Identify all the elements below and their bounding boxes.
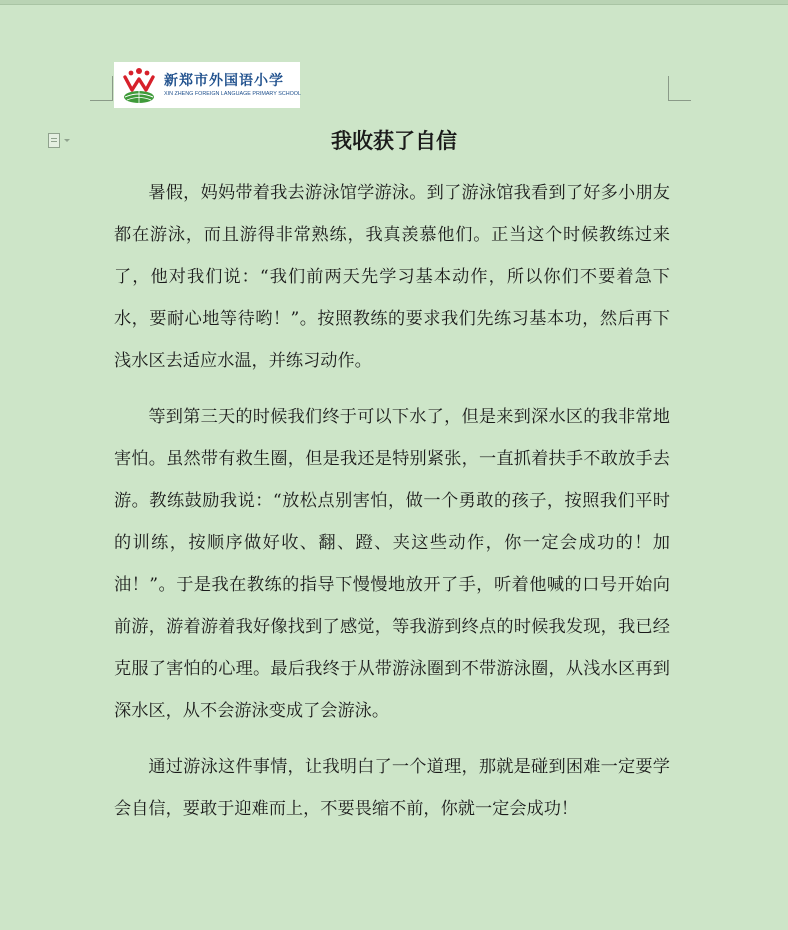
school-name-english: XIN ZHENG FOREIGN LANGUAGE PRIMARY SCHOOL xyxy=(164,90,301,97)
margin-corner-top-right xyxy=(668,76,691,101)
paragraph-2: 等到第三天的时候我们终于可以下水了，但是来到深水区的我非常地害怕。虽然带有救生圈，但是我还是特别紧张，一直抓着扶手不敢放手去游。教练鼓励我说：“放松点别害怕，做一个勇敢的孩子，按照我们平时的训练，按顺序做好收、翻、蹬、夹这些动作，你一定会成功的！加油！”。于是我在教练的指导下慢慢地放开了手，听着他喊的口号开始向前游，游着游着我好像找到了感觉，等我游到终点的时候我发现，我已经克服了害怕的心理。最后我终于从带游泳圈到不带游泳圈，从浅水区再到深水区，从不会游泳变成了会游泳。 xyxy=(114,407,670,721)
paragraph-1: 暑假，妈妈带着我去游泳馆学游泳。到了游泳馆我看到了好多小朋友都在游泳，而且游得非常熟练，我真羡慕他们。正当这个时候教练过来了，他对我们说：“我们前两天先学习基本动作，所以你们不要着急下水，要耐心地等待哟！”。按照教练的要求我们先练习基本功，然后再下浅水区去适应水温，并练习动作。 xyxy=(114,183,670,371)
school-name-chinese: 新郑市外国语小学 xyxy=(164,72,284,89)
paragraph-3: 通过游泳这件事情，让我明白了一个道理，那就是碰到困难一定要学会自信，要敢于迎难而上，不要畏缩不前，你就一定会成功！ xyxy=(114,757,670,819)
window-top-rule xyxy=(0,0,788,5)
document-body[interactable] xyxy=(114,172,670,844)
document-title: 我收获了自信 xyxy=(331,128,457,153)
school-logo xyxy=(114,62,300,108)
school-logo-icon xyxy=(118,64,160,106)
margin-corner-top-left xyxy=(90,76,113,101)
